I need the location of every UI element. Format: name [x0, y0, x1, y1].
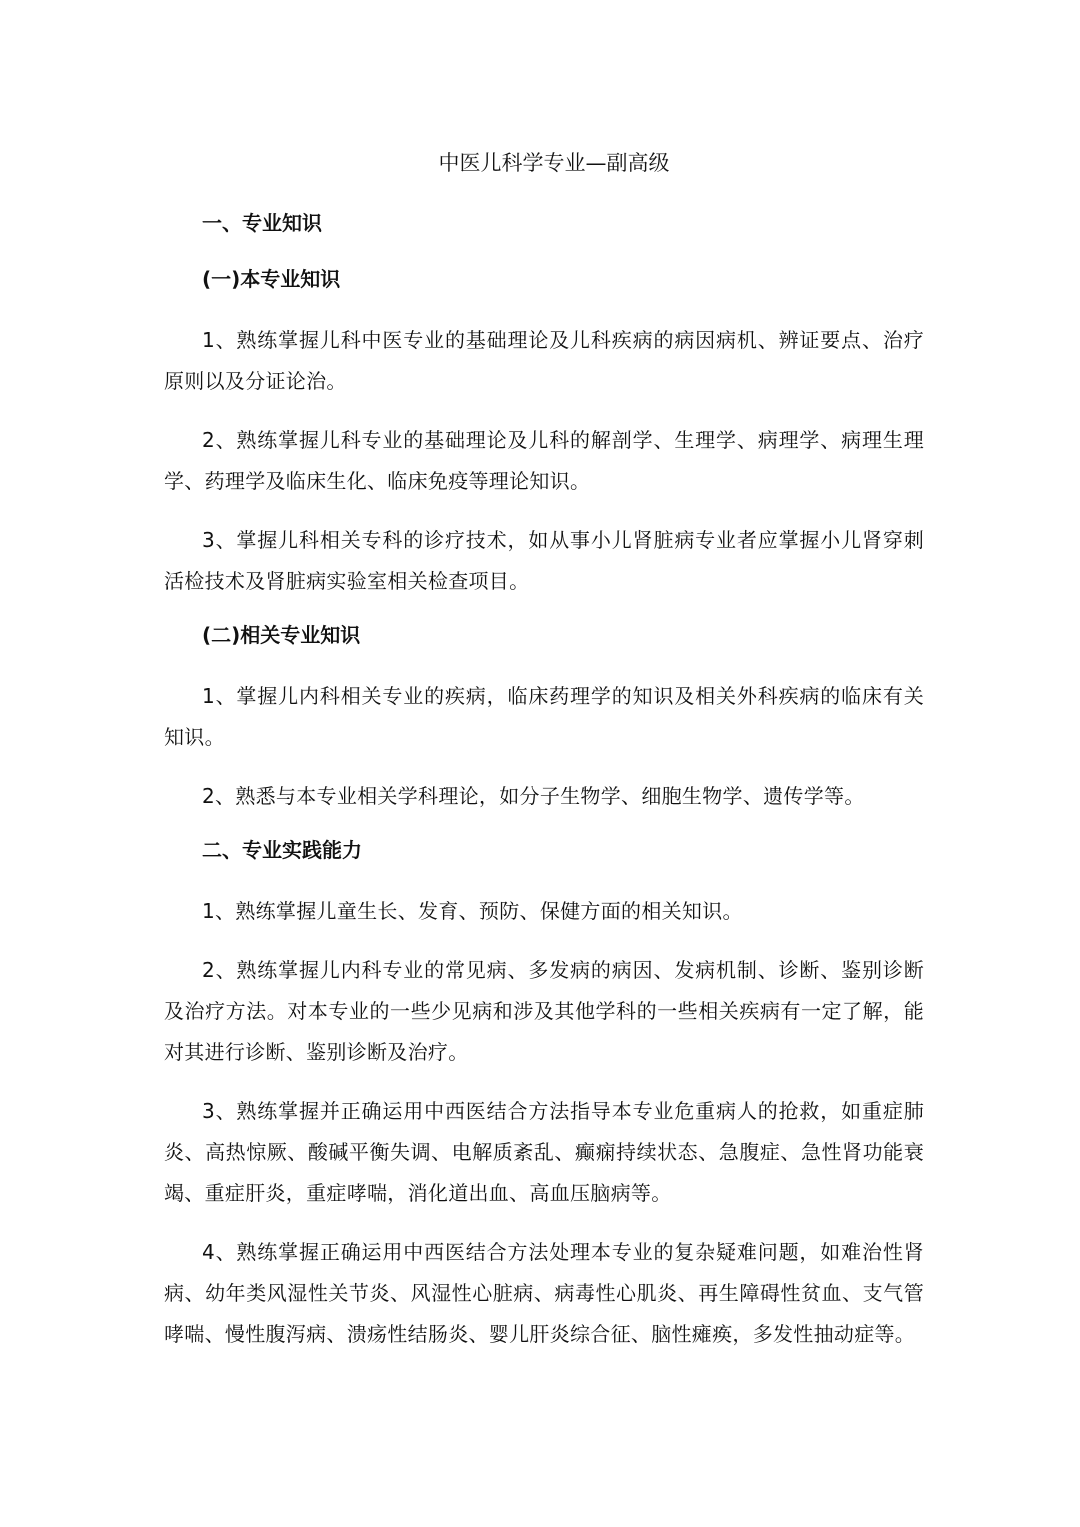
paragraph: 2、熟悉与本专业相关学科理论，如分子生物学、细胞生物学、遗传学等。 [202, 784, 865, 808]
document-page [164, 148, 924, 1373]
subsection-heading-related-knowledge: (二)相关专业知识 [202, 623, 361, 647]
subsection-heading-core-knowledge: (一)本专业知识 [202, 267, 341, 291]
paragraph: 1、熟练掌握儿童生长、发育、预防、保健方面的相关知识。 [202, 899, 743, 923]
paragraph: 3、掌握儿科相关专科的诊疗技术，如从事小儿肾脏病专业者应掌握小儿肾穿刺活检技术及肾脏病实验室相关检查项目。 [164, 528, 924, 593]
section-heading-practice-ability: 二、专业实践能力 [202, 838, 362, 862]
paragraph: 3、熟练掌握并正确运用中西医结合方法指导本专业危重病人的抢救，如重症肺炎、高热惊厥、酸碱平衡失调、电解质紊乱、癫痫持续状态、急腹症、急性肾功能衰竭、重症肝炎，重症哮喘，消化道出血、高血压脑病等。 [164, 1099, 924, 1205]
document-title: 中医儿科学专业—副高级 [438, 151, 670, 175]
paragraph: 4、熟练掌握正确运用中西医结合方法处理本专业的复杂疑难问题，如难治性肾病、幼年类风湿性关节炎、风湿性心脏病、病毒性心肌炎、再生障碍性贫血、支气管哮喘、慢性腹泻病、溃疡性结肠炎、婴儿肝炎综合征、脑性瘫痪，多发性抽动症等。 [164, 1240, 924, 1346]
paragraph: 1、掌握儿内科相关专业的疾病，临床药理学的知识及相关外科疾病的临床有关知识。 [164, 684, 924, 749]
section-heading-professional-knowledge: 一、专业知识 [202, 211, 322, 235]
paragraph: 1、熟练掌握儿科中医专业的基础理论及儿科疾病的病因病机、辨证要点、治疗原则以及分证论治。 [164, 328, 924, 393]
paragraph: 2、熟练掌握儿科专业的基础理论及儿科的解剖学、生理学、病理学、病理生理学、药理学及临床生化、临床免疫等理论知识。 [164, 428, 924, 493]
paragraph: 2、熟练掌握儿内科专业的常见病、多发病的病因、发病机制、诊断、鉴别诊断及治疗方法。对本专业的一些少见病和涉及其他学科的一些相关疾病有一定了解，能对其进行诊断、鉴别诊断及治疗。 [164, 958, 924, 1064]
